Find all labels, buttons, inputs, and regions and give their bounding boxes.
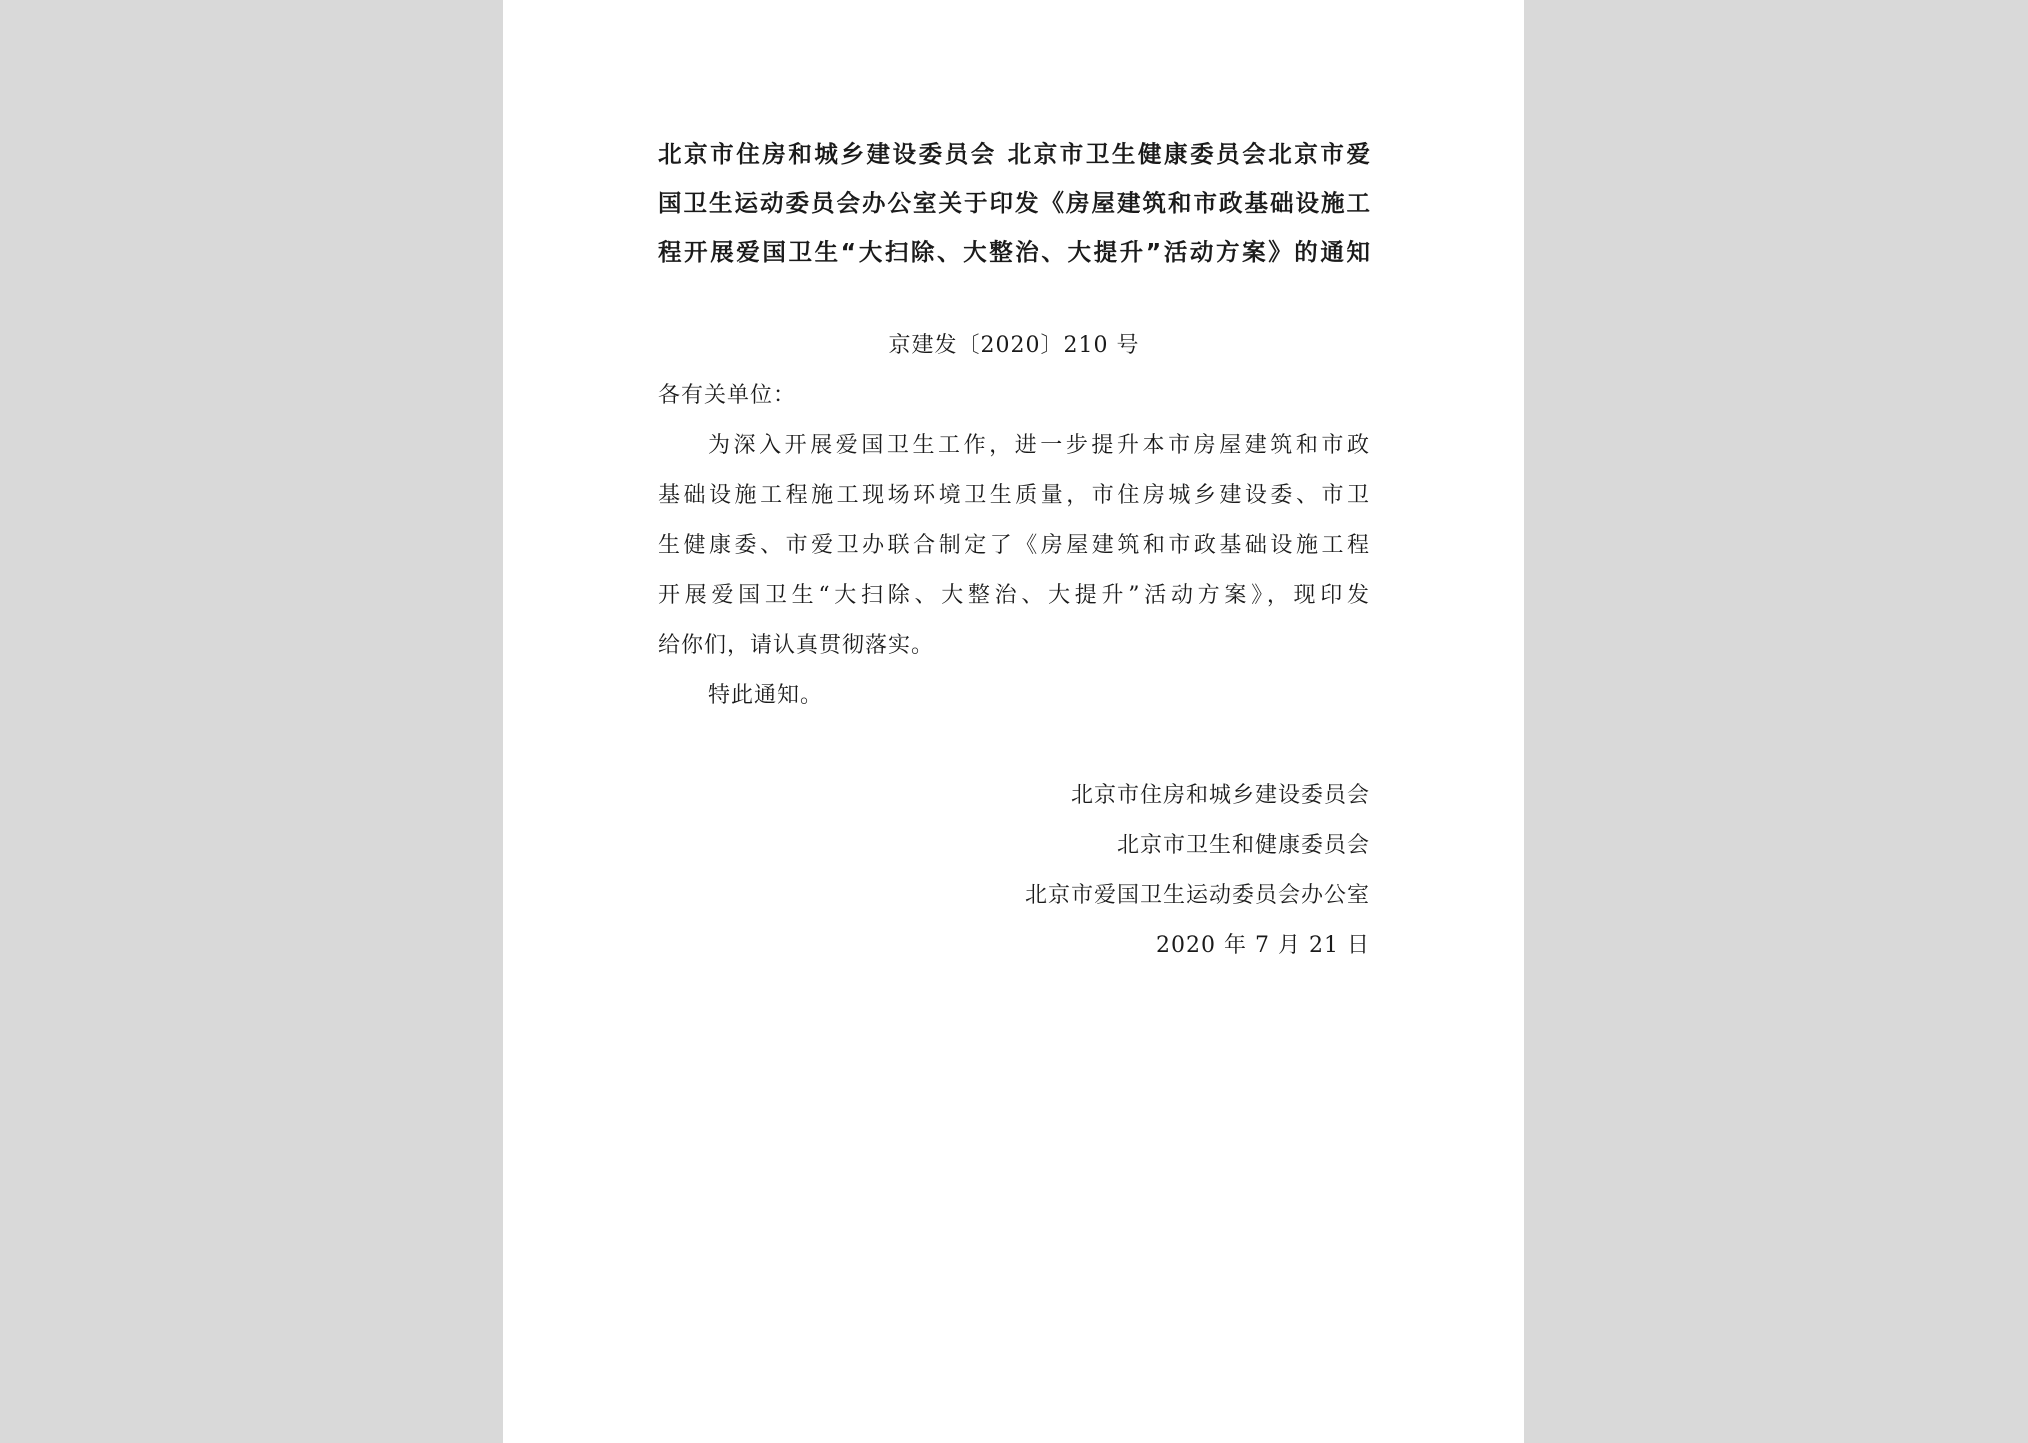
- title-line: 国卫生运动委员会办公室关于印发《房屋建筑和市政基础设施工: [658, 189, 1370, 217]
- signatory: 北京市卫生和健康委员会: [1116, 833, 1370, 858]
- body-line: 为深入开展爱国卫生工作，进一步提升本市房屋建筑和市政: [708, 433, 1370, 458]
- document-title: [658, 130, 1370, 277]
- document-page: [503, 0, 1524, 1443]
- body-line: 开展爱国卫生“大扫除、大整治、大提升”活动方案》，现印发: [658, 583, 1370, 608]
- closing-remark: 特此通知。: [708, 683, 824, 708]
- title-line: 北京市住房和城乡建设委员会 北京市卫生健康委员会北京市爱: [658, 140, 1370, 168]
- body-line: 给你们，请认真贯彻落实。: [658, 633, 935, 658]
- body-line: 基础设施工程施工现场环境卫生质量，市住房城乡建设委、市卫: [658, 483, 1370, 508]
- page-content: [658, 130, 1370, 971]
- signatory: 北京市爱国卫生运动委员会办公室: [1024, 883, 1370, 908]
- title-line: 程开展爱国卫生“大扫除、大整治、大提升”活动方案》的通知: [658, 238, 1370, 266]
- document-number: 京建发〔2020〕210 号: [888, 333, 1140, 358]
- document-date: 2020 年 7 月 21 日: [1156, 933, 1370, 958]
- signature-block: [658, 771, 1370, 971]
- body-paragraph: [658, 421, 1370, 671]
- salutation: 各有关单位：: [658, 383, 797, 408]
- signatory: 北京市住房和城乡建设委员会: [1070, 783, 1370, 808]
- body-line: 生健康委、市爱卫办联合制定了《房屋建筑和市政基础设施工程: [658, 533, 1370, 558]
